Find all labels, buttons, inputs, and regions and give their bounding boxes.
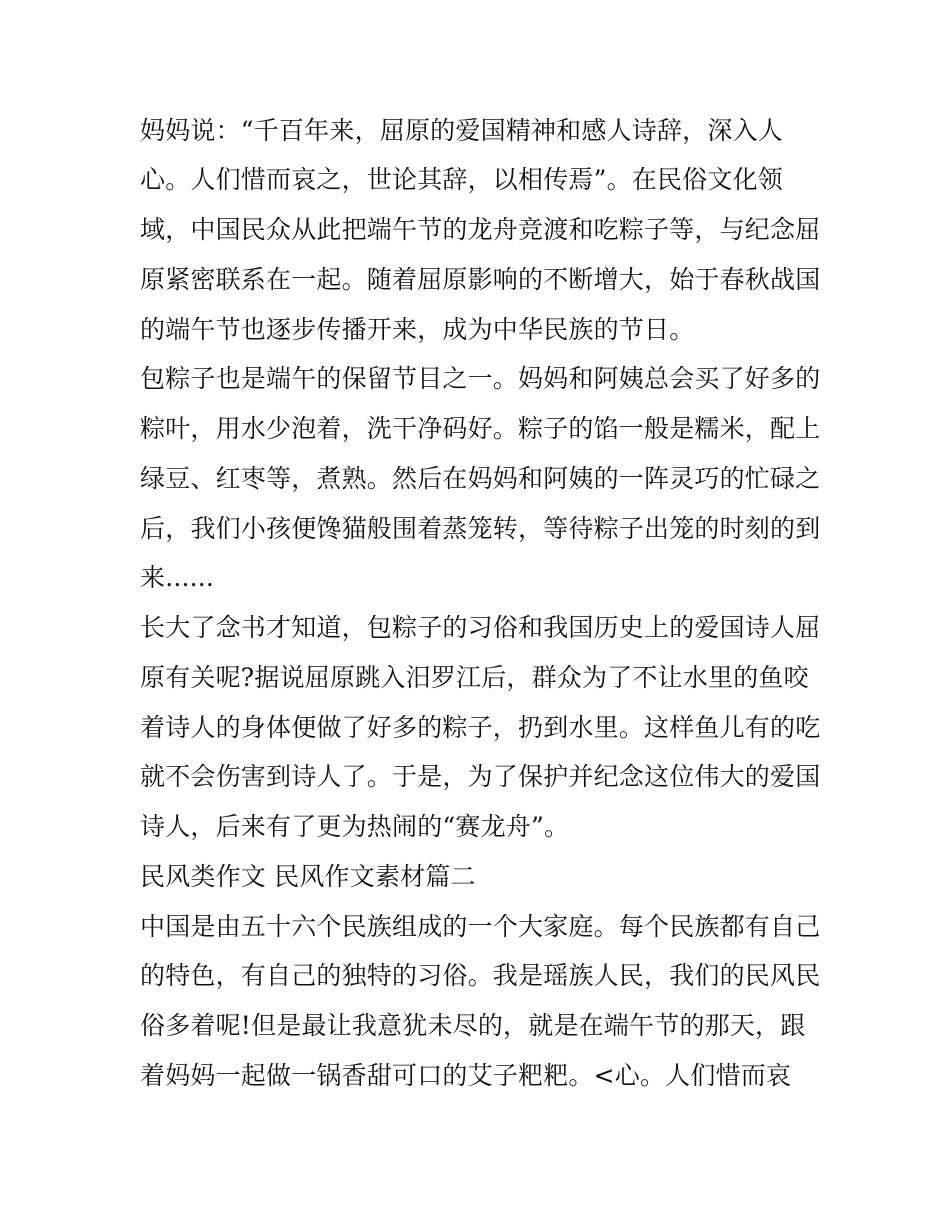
text-line: 俗多着呢!但是最让我意犹未尽的，就是在端午节的那天，跟 <box>140 1011 806 1040</box>
text-line: 粽叶，用水少泡着，洗干净码好。粽子的馅一般是糯米，配上 <box>140 414 821 443</box>
text-line: 原紧密联系在一起。随着屈原影响的不断增大，始于春秋战国 <box>140 265 821 294</box>
text-line: 就不会伤害到诗人了。于是，为了保护并纪念这位伟大的爱国 <box>140 762 821 791</box>
text-line: 诗人，后来有了更为热闹的“赛龙舟”。 <box>140 812 570 841</box>
text-line: 后，我们小孩便馋猫般围着蒸笼转，等待粽子出笼的时刻的到 <box>140 514 821 543</box>
text-line: 着诗人的身体便做了好多的粽子，扔到水里。这样鱼儿有的吃 <box>140 713 821 742</box>
text-line: 长大了念书才知道，包粽子的习俗和我国历史上的爱国诗人屈 <box>140 613 821 642</box>
text-line: 原有关呢?据说屈原跳入汨罗江后，群众为了不让水里的鱼咬 <box>140 663 809 692</box>
text-line: 心。人们惜而哀之，世论其辞，以相传焉”。在民俗文化领 <box>140 165 783 194</box>
text-line: 绿豆、红枣等，煮熟。然后在妈妈和阿姨的一阵灵巧的忙碌之 <box>140 464 821 493</box>
text-line: 中国是由五十六个民族组成的一个大家庭。每个民族都有自己 <box>140 912 821 941</box>
text-line: 妈妈说：“千百年来，屈原的爱国精神和感人诗辞，深入人 <box>140 116 783 145</box>
text-line: 来...... <box>140 563 215 592</box>
text-line: 的端午节也逐步传播开来，成为中华民族的节日。 <box>140 315 695 344</box>
text-line: 域，中国民众从此把端午节的龙舟竞渡和吃粽子等，与纪念屈 <box>140 215 821 244</box>
section-heading: 民风类作文 民风作文素材篇二 <box>140 862 476 891</box>
text-line: 的特色，有自己的独特的习俗。我是瑶族人民，我们的民风民 <box>140 961 821 990</box>
text-line: 着妈妈一起做一锅香甜可口的艾子粑粑。<心。人们惜而哀 <box>140 1061 792 1090</box>
text-line: 包粽子也是端午的保留节目之一。妈妈和阿姨总会买了好多的 <box>140 364 821 393</box>
